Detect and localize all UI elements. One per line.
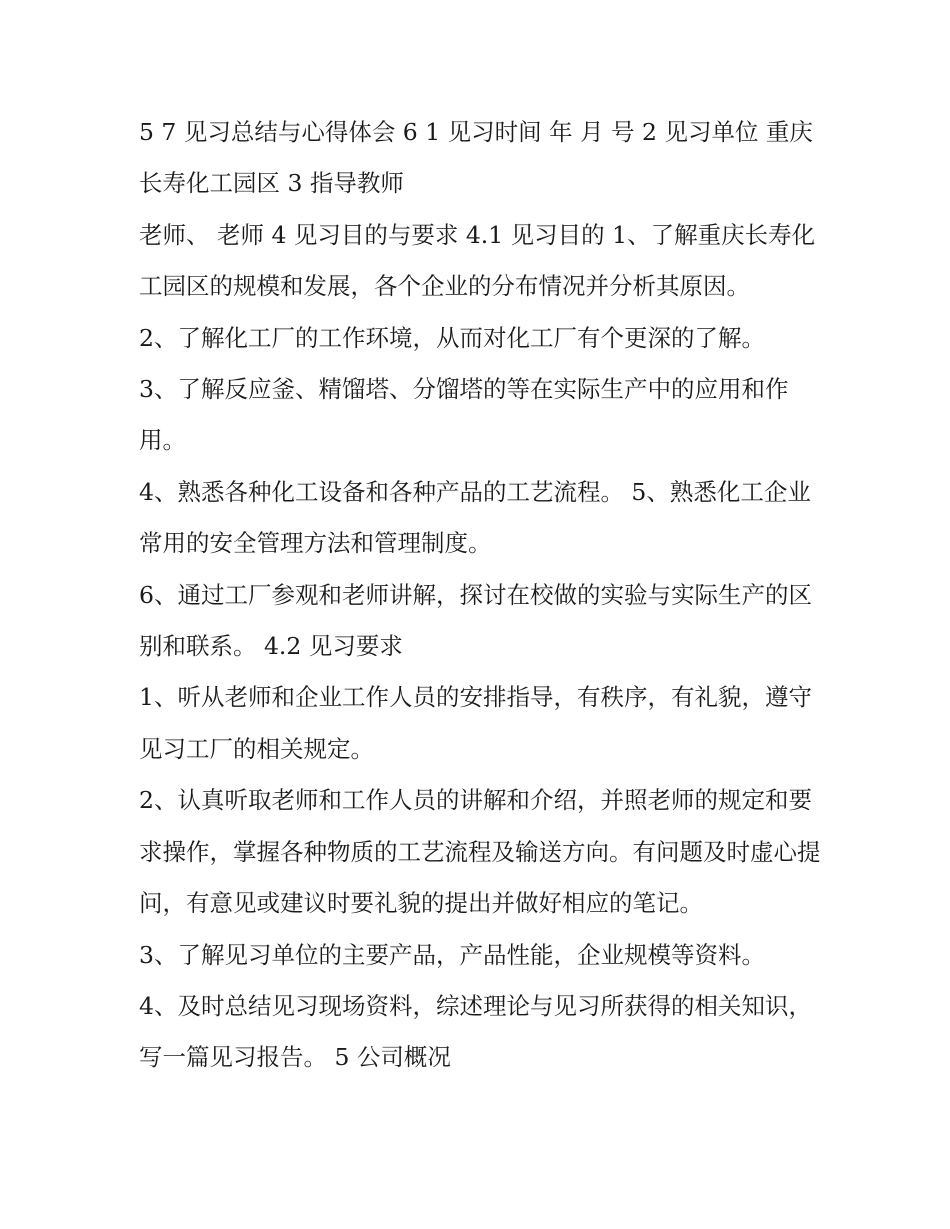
paragraph-5: 4、熟悉各种化工设备和各种产品的工艺流程。 5、熟悉化工企业常用的安全管理方法和管理制度。 (139, 477, 811, 558)
paragraph-1: 5 7 见习总结与心得体会 6 1 见习时间 年 月 号 2 见习单位 重庆长寿化工园区 3 指导教师 (139, 118, 813, 198)
paragraph-6: 6、通过工厂参观和老师讲解，探讨在校做的实验与实际生产的区别和联系。 4.2 见习要求 (139, 580, 812, 661)
paragraph-10: 4、及时总结见习现场资料，综述理论与见习所获得的相关知识，写一篇见习报告。 5 公司概况 (139, 991, 812, 1072)
document-body (139, 107, 829, 1084)
paragraph-7: 1、听从老师和企业工作人员的安排指导，有秩序，有礼貌，遵守见习工厂的相关规定。 (139, 683, 812, 763)
paragraph-4: 3、了解反应釜、精馏塔、分馏塔的等在实际生产中的应用和作用。 (139, 375, 789, 455)
paragraph-3: 2、了解化工厂的工作环境，从而对化工厂有个更深的了解。 (139, 323, 765, 352)
paragraph-8: 2、认真听取老师和工作人员的讲解和介绍，并照老师的规定和要求操作，掌握各种物质的工艺流程及输送方向。有问题及时虚心提问，有意见或建议时要礼貌的提出并做好相应的笔记。 (139, 786, 821, 918)
paragraph-2: 老师、 老师 4 见习目的与要求 4.1 见习目的 1、了解重庆长寿化工园区的规模和发展，各个企业的分布情况并分析其原因。 (139, 220, 816, 301)
paragraph-9: 3、了解见习单位的主要产品，产品性能，企业规模等资料。 (139, 940, 765, 969)
